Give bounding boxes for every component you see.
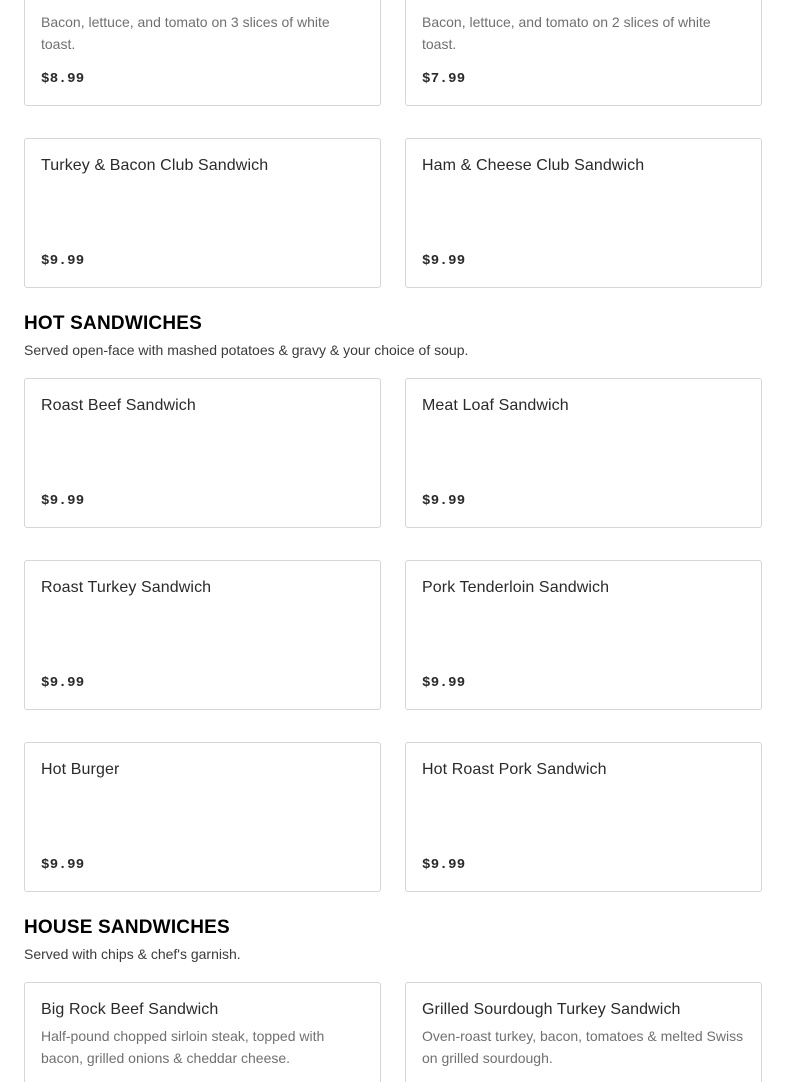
menu-item-name: Grilled Sourdough Turkey Sandwich: [422, 1001, 681, 1018]
menu-item-card-roast-beef[interactable]: [24, 378, 381, 528]
menu-item-card-meat-loaf[interactable]: [405, 378, 762, 528]
section-title-house-sandwiches: HOUSE SANDWICHES: [24, 917, 230, 938]
menu-item-price: $8.99: [41, 71, 85, 87]
menu-item-price: $7.99: [422, 71, 466, 87]
menu-item-card-big-rock-beef[interactable]: [24, 982, 381, 1082]
section-subtitle-house-sandwiches: Served with chips & chef's garnish.: [24, 946, 241, 962]
menu-item-name: Pork Tenderloin Sandwich: [422, 579, 610, 596]
menu-item-name: Turkey & Bacon Club Sandwich: [41, 157, 269, 174]
menu-item-card-grilled-sourdough-turkey[interactable]: [405, 982, 762, 1082]
menu-item-name: Big Rock Beef Sandwich: [41, 1001, 219, 1018]
menu-item-card-blt-triple[interactable]: [24, 0, 381, 106]
menu-item-name: Meat Loaf Sandwich: [422, 397, 569, 414]
menu-item-price: $9.99: [422, 493, 466, 509]
menu-item-card-ham-cheese-club[interactable]: [405, 138, 762, 288]
menu-item-price: $9.99: [41, 675, 85, 691]
menu-item-name: Ham & Cheese Club Sandwich: [422, 157, 645, 174]
menu-item-card-turkey-bacon-club[interactable]: [24, 138, 381, 288]
menu-item-name: Hot Burger: [41, 761, 120, 778]
menu-item-card-hot-roast-pork[interactable]: [405, 742, 762, 892]
menu-item-card-roast-turkey[interactable]: [24, 560, 381, 710]
section-subtitle-hot-sandwiches: Served open-face with mashed potatoes & gravy & your choice of soup.: [24, 342, 469, 358]
menu-item-price: $9.99: [41, 253, 85, 269]
menu-item-price: $9.99: [41, 493, 85, 509]
menu-item-card-pork-tenderloin[interactable]: [405, 560, 762, 710]
menu-item-price: $9.99: [422, 675, 466, 691]
menu-item-price: $9.99: [41, 857, 85, 873]
menu-item-description: Bacon, lettuce, and tomato on 2 slices of white toast.: [422, 14, 711, 52]
menu-item-name: Roast Beef Sandwich: [41, 397, 196, 414]
menu-item-name: Hot Roast Pork Sandwich: [422, 761, 607, 778]
menu-item-card-hot-burger[interactable]: [24, 742, 381, 892]
menu-item-name: Roast Turkey Sandwich: [41, 579, 212, 596]
menu-item-card-blt-double[interactable]: [405, 0, 762, 106]
menu-item-description: Oven-roast turkey, bacon, tomatoes & melted Swiss on grilled sourdough.: [422, 1028, 744, 1066]
menu-item-price: $9.99: [422, 253, 466, 269]
menu-item-description: Half-pound chopped sirloin steak, topped with bacon, grilled onions & cheddar cheese.: [41, 1028, 325, 1066]
section-title-hot-sandwiches: HOT SANDWICHES: [24, 313, 203, 334]
menu-item-description: Bacon, lettuce, and tomato on 3 slices of white toast.: [41, 14, 330, 52]
menu-item-price: $9.99: [422, 857, 466, 873]
